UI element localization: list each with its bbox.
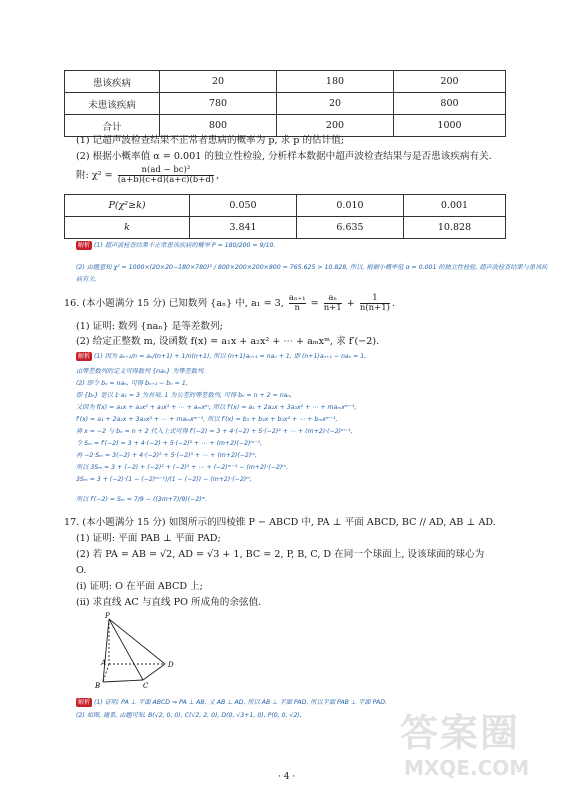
q17-sub2: (ii) 求直线 AC 与直线 PO 所成角的余弦值. [76, 597, 262, 608]
sol16-line: 又因为 f(x) = a₁x + a₂x² + a₃x³ + ⋯ + aₘxᵐ, 所以 f′(x) = a₁ + 2a₂x + 3a₃x² + ⋯ + maₘxᵐ⁻¹, [76, 404, 357, 411]
solution-tag: 解析 [78, 242, 91, 249]
solution-tag: 解析 [78, 699, 91, 706]
q16-part1: (1) 证明: 数列 {naₙ} 是等差数列; [76, 321, 223, 332]
sol16-line: 由等差数列的定义可得数列 {naₙ} 为等差数列. [76, 368, 206, 375]
sol16-line: 将 x = −2 与 bₙ = n + 2 代入上式可得 f′(−2) = 3 + 4·(−2) + 5·(−2)² + ⋯ + (m+2)·(−2)ᵐ⁻¹, [76, 428, 353, 435]
sol16-line: 再 −2·Sₘ = 3(−2) + 4·(−2)² + 5·(−2)³ + ⋯ + (m+2)(−2)ᵐ, [76, 452, 258, 459]
label-B: B [95, 682, 101, 690]
sol16-line: 令 Sₘ = f′(−2) = 3 + 4·(−2) + 5·(−2)² + ⋯ + (m+2)(−2)ᵐ⁻¹, [76, 440, 262, 447]
table-row: P(χ²≥k) 0.050 0.010 0.001 [65, 195, 506, 217]
sol15-line1: 解析 (1) 超声波检查结果不正常患该疾病的概率 P = 180/200 = 9/10. [78, 242, 276, 249]
critical-value-table [64, 194, 506, 239]
q16-title: 16. (本小题满分 15 分) 已知数列 {aₙ} 中, a₁ = 3, $\frac{\text{aₙ₊₁}}{n}$ = $\frac{\text{aₙ}}{n+1}$ + $\frac{1}{n(n+1)}$ . [64, 293, 396, 313]
sol17-line1: 解析 (1) 证明: PA ⊥ 平面 ABCD ⇒ PA ⊥ AB, 又 AB ⊥ AD, 所以 AB ⊥ 平面 PAD, 所以平面 PAB ⊥ 平面 PAD. [78, 699, 387, 706]
sol16-line: 所以 f′(−2) = Sₘ = 7/9 − ((3m+7)/9)(−2)ᵐ. [76, 496, 208, 503]
label-C: C [143, 682, 149, 690]
table-row: 未患该疾病 780 20 800 [65, 93, 506, 115]
label-A: A [101, 659, 107, 667]
watermark-logo: 答案圈 [400, 711, 521, 755]
page-number: · 4 · [278, 772, 296, 782]
sol17-line2: (2) 如图, 建系, 由题可知, B(√2, 0, 0), C(√2, 2, 0), D(0, √3+1, 0), P(0, 0, √2), [76, 712, 302, 719]
sol16-line: (2) 即令 bₙ = naₙ, 可得 bₙ₊₁ − bₙ = 1, [76, 380, 188, 387]
q17-sub1: (i) 证明: O 在平面 ABCD 上; [76, 581, 203, 592]
q17-part2: (2) 若 PA = AB = √2, AD = √3 + 1, BC = 2, P, B, C, D 在同一个球面上, 设该球面的球心为 [76, 549, 485, 560]
label-D: D [168, 661, 174, 669]
q16-part2: (2) 给定正整数 m, 设函数 f(x) = a₁x + a₂x² + ⋯ + aₘxᵐ, 求 f′(−2). [76, 336, 380, 347]
sol15-line3: 病有关. [76, 276, 97, 283]
sol16-line: 所以 3Sₘ = 3 + (−2) + (−2)² + (−2)³ + ⋯ + (−2)ᵐ⁻¹ − (m+2)·(−2)ᵐ, [76, 464, 289, 471]
q17-title: 17. (本小题满分 15 分) 如图所示的四棱锥 P − ABCD 中, PA ⊥ 平面 ABCD, BC // AD, AB ⊥ AD. [64, 517, 496, 528]
q17-part1: (1) 证明: 平面 PAB ⊥ 平面 PAD; [76, 533, 221, 544]
q15-part2: (2) 根据小概率值 α = 0.001 的独立性检验, 分析样本数据中超声波检查结果与是否患该疾病有关. [76, 151, 492, 162]
q15-part1: (1) 记超声波检查结果不正常者患病的概率为 p, 求 p 的估计值; [76, 135, 345, 146]
watermark-url: MXQE.COM [404, 756, 530, 780]
sol16-line: 3Sₘ = 3 + (−2)·(1 − (−2)ᵐ⁻¹)/(1 − (−2)) − (m+2)·(−2)ᵐ, [76, 476, 252, 483]
solution-tag: 解析 [78, 353, 91, 360]
chi-square-formula: 附: χ² = $\frac{\text{n(ad − bc)²}}{(a+b)(c+d)(a+c)(b+d)}$ , [76, 165, 220, 185]
sol15-line2: (2) 由题意知 χ² = 1000×(20×20−180×780)² / 800×200×200×800 = 765.625 > 10.828, 所以, 根据小概率值 α = 0.001 的独立性检验, 超声波检查结果与患该疾 [76, 264, 548, 271]
q17-part2b: O. [76, 565, 87, 576]
sol16-line: f′(x) = a₁ + 2a₂x + 3a₃x² + ⋯ + maₘxᵐ⁻¹, 所以 f′(x) = b₁ + b₂x + b₃x² + ⋯ + bₘxᵐ⁻¹, [76, 416, 338, 423]
pyramid-figure [95, 610, 205, 690]
table-row: k 3.841 6.635 10.828 [65, 217, 506, 239]
label-P: P [105, 612, 110, 620]
result-table [64, 70, 506, 137]
table-row: 患该疾病 20 180 200 [65, 71, 506, 93]
sol16-line: 解析 (1) 因为 aₙ₊₁/n = aₙ/(n+1) + 1/n(n+1), 所以 (n+1)aₙ₊₁ = naₙ + 1, 即 (n+1)aₙ₊₁ − naₙ = 1, [78, 353, 367, 360]
table-row: 合计 800 200 1000 [65, 115, 506, 137]
sol16-line: 即 {bₙ} 是以 1·a₁ = 3 为首项, 1 为公差的等差数列, 可得 bₙ = n + 2 = naₙ, [76, 392, 292, 399]
